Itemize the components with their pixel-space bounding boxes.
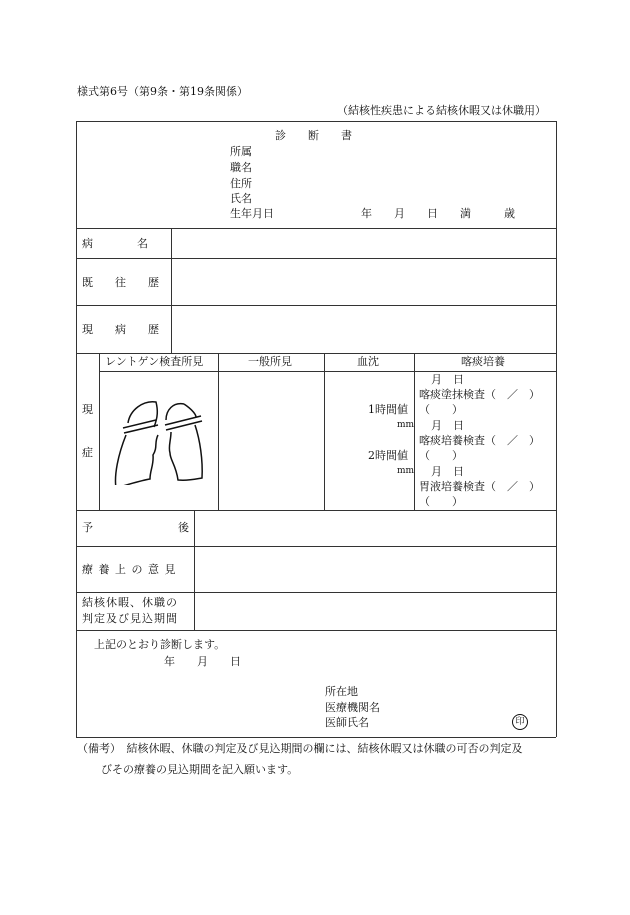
row-line xyxy=(76,305,556,306)
smear-date: 月 日 xyxy=(431,373,464,386)
row-line xyxy=(76,353,556,354)
table-border xyxy=(76,121,77,737)
col-line xyxy=(218,353,219,510)
esr-header: 血沈 xyxy=(357,355,379,368)
leave-label-2: 判定及び見込期間 xyxy=(82,612,178,625)
position-label: 職名 xyxy=(230,161,252,174)
col-line xyxy=(171,228,172,353)
culture-result: （ ） xyxy=(419,449,463,462)
culture-date: 月 日 xyxy=(431,419,464,432)
row-line xyxy=(76,546,556,547)
statement: 上記のとおり診断します。 xyxy=(94,638,226,651)
lungs-diagram xyxy=(108,395,208,485)
present-label-1: 現 xyxy=(82,403,93,416)
row-line xyxy=(76,592,556,593)
location-label: 所在地 xyxy=(325,685,358,698)
form-usage: （結核性疾患による結核休暇又は休職用） xyxy=(337,104,546,117)
sputum-header: 喀痰培養 xyxy=(461,355,505,368)
col-line xyxy=(99,353,100,510)
past-history-label: 既 往 歴 xyxy=(82,276,159,289)
prognosis-label-1: 予 xyxy=(82,521,93,534)
gastric-result: （ ） xyxy=(419,495,463,508)
birth-fields: 年 月 日 満 歳 xyxy=(361,207,515,220)
col-line xyxy=(194,510,195,630)
row-line xyxy=(76,510,556,511)
birth-label: 生年月日 xyxy=(230,207,274,220)
seal-icon: 印 xyxy=(512,714,528,730)
col-line xyxy=(414,353,415,510)
present-label-2: 症 xyxy=(82,446,93,459)
general-header: 一般所見 xyxy=(248,355,292,368)
smear-test: 喀痰塗抹検査（ ／ ） xyxy=(419,388,540,401)
diagnosis-date: 年 月 日 xyxy=(164,655,241,668)
row-line xyxy=(76,258,556,259)
doctor-label: 医師氏名 xyxy=(325,716,369,729)
gastric-test: 胃液培養検査（ ／ ） xyxy=(419,480,540,493)
row-line xyxy=(99,371,556,372)
present-history-label: 現 病 歴 xyxy=(82,323,159,336)
esr-2h-label: 2時間値 xyxy=(368,449,408,462)
esr-2h-unit: mm xyxy=(397,466,415,476)
gastric-date: 月 日 xyxy=(431,465,464,478)
name-label: 氏名 xyxy=(230,192,252,205)
form-title: 診 断 書 xyxy=(275,129,352,142)
leave-label-1: 結核休暇、休職の xyxy=(82,596,178,609)
form-number: 様式第6号（第9条・第19条関係） xyxy=(77,85,248,98)
table-border xyxy=(76,737,556,738)
row-line xyxy=(76,630,556,631)
row-line xyxy=(76,228,556,229)
xray-header: レントゲン検査所見 xyxy=(105,355,204,368)
affiliation-label: 所属 xyxy=(230,145,252,158)
smear-result: （ ） xyxy=(419,403,463,416)
institution-label: 医療機関名 xyxy=(325,701,380,714)
address-label: 住所 xyxy=(230,177,252,190)
prognosis-label-2: 後 xyxy=(178,521,189,534)
care-opinion-label: 療 養 上 の 意 見 xyxy=(82,563,177,576)
culture-test: 喀痰培養検査（ ／ ） xyxy=(419,434,540,447)
note-line-2: びその療養の見込期間を記入願います。 xyxy=(101,763,299,776)
esr-1h-label: 1時間値 xyxy=(368,403,408,416)
table-border xyxy=(556,121,557,737)
disease-label: 病 名 xyxy=(82,237,148,250)
esr-1h-unit: mm xyxy=(397,420,415,430)
col-line xyxy=(324,353,325,510)
note-line-1: （備考） 結核休暇、休職の判定及び見込期間の欄には、結核休暇又は休職の可否の判定及 xyxy=(77,742,523,755)
table-border xyxy=(76,121,556,122)
